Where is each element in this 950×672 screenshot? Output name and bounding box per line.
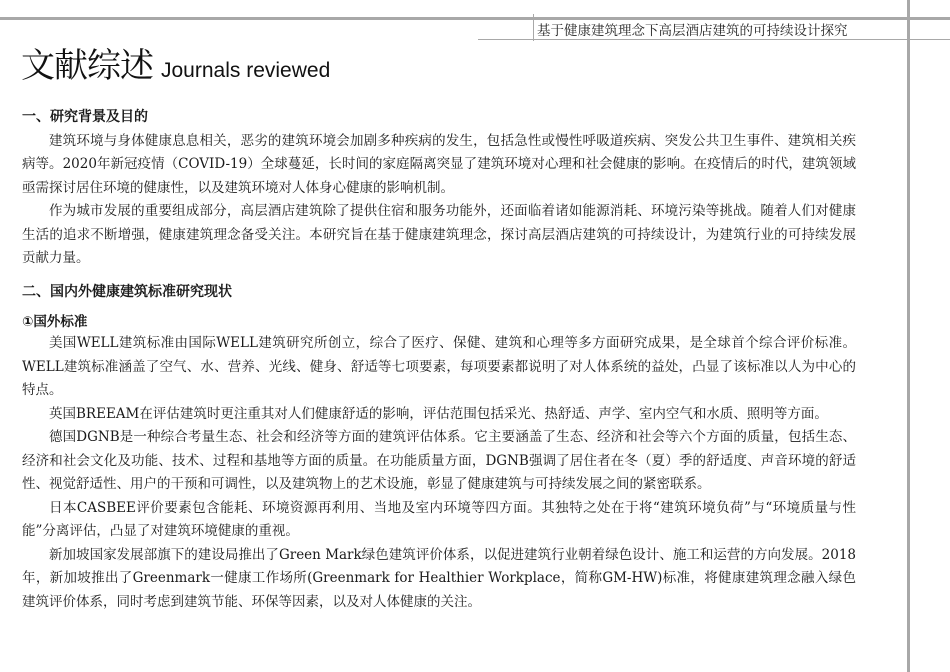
- section-heading-background: 一、研究背景及目的: [22, 109, 148, 125]
- subheading-foreign-standards: ①国外标准: [22, 314, 88, 330]
- page-title: [21, 44, 330, 88]
- page-title-chinese: 文献综述: [21, 46, 153, 86]
- running-header-title: 基于健康建筑理念下高层酒店建筑的可持续设计探究: [537, 23, 848, 39]
- paragraph: 作为城市发展的重要组成部分，高层酒店建筑除了提供住宿和服务功能外，还面临着诸如能源消耗、环境污染等挑战。随着人们对健康生活的追求不断增强，健康建筑理念备受关注。本研究旨在基于健康建筑理念，探讨高层酒店建筑的可持续设计，为建筑行业的可持续发展贡献力量。: [22, 203, 856, 266]
- header-divider: [533, 14, 534, 41]
- header-rule: [0, 17, 950, 20]
- paragraph: 日本CASBEE评价要素包含能耗、环境资源再利用、当地及室内环境等四方面。其独特之处在于将“建筑环境负荷”与“环境质量与性能”分离评估，凸显了对建筑环境健康的重视。: [22, 499, 856, 539]
- paragraph: 德国DGNB是一种综合考量生态、社会和经济等方面的建筑评估体系。它主要涵盖了生态、经济和社会等六个方面的质量，包括生态、经济和社会文化及功能、技术、过程和基地等方面的质量。在功能质量方面，DGNB强调了居住者在冬（夏）季的舒适度、声音环境的舒适性、视觉舒适性、用户的干预和可调性，以及建筑物上的艺术设施，彰显了健康建筑与可持续发展之间的紧密联系。: [22, 429, 856, 492]
- page-title-english: Journals reviewed: [161, 59, 331, 82]
- paragraph: 美国WELL建筑标准由国际WELL建筑研究所创立，综合了医疗、保健、建筑和心理等多方面研究成果，是全球首个综合评价标准。WELL建筑标准涵盖了空气、水、营养、光线、健身、舒适等七项要素，每项要素都说明了对人体系统的益处，凸显了该标准以人为中心的特点。: [22, 335, 856, 398]
- paragraph: 英国BREEAM在评估建筑时更注重其对人们健康舒适的影响，评估范围包括采光、热舒适、声学、室内空气和水质、照明等方面。: [49, 405, 828, 422]
- document-body: [22, 106, 856, 614]
- paragraph: 新加坡国家发展部旗下的建设局推出了Green Mark绿色建筑评价体系，以促进建筑行业朝着绿色设计、施工和运营的方向发展。2018年，新加坡推出了Greenmark一健康工作场所(Greenmark for Healthier Workplace，简称GM-HW)标准，将健康建筑理念融入绿色建筑评价体系，同时考虑到建筑节能、环保等因素，以及对人体健康的关注。: [22, 546, 856, 610]
- right-margin-rule: [907, 0, 910, 672]
- section-heading-standards: 二、国内外健康建筑标准研究现状: [22, 283, 232, 300]
- paragraph: 建筑环境与身体健康息息相关，恶劣的建筑环境会加剧多种疾病的发生，包括急性或慢性呼吸道疾病、突发公共卫生事件、建筑相关疾病等。2020年新冠疫情（COVID-19）全球蔓延，长时间的家庭隔离突显了建筑环境对心理和社会健康的影响。在疫情后的时代，建筑领域亟需探讨居住环境的健康性，以及建筑环境对人体身心健康的影响机制。: [22, 132, 856, 196]
